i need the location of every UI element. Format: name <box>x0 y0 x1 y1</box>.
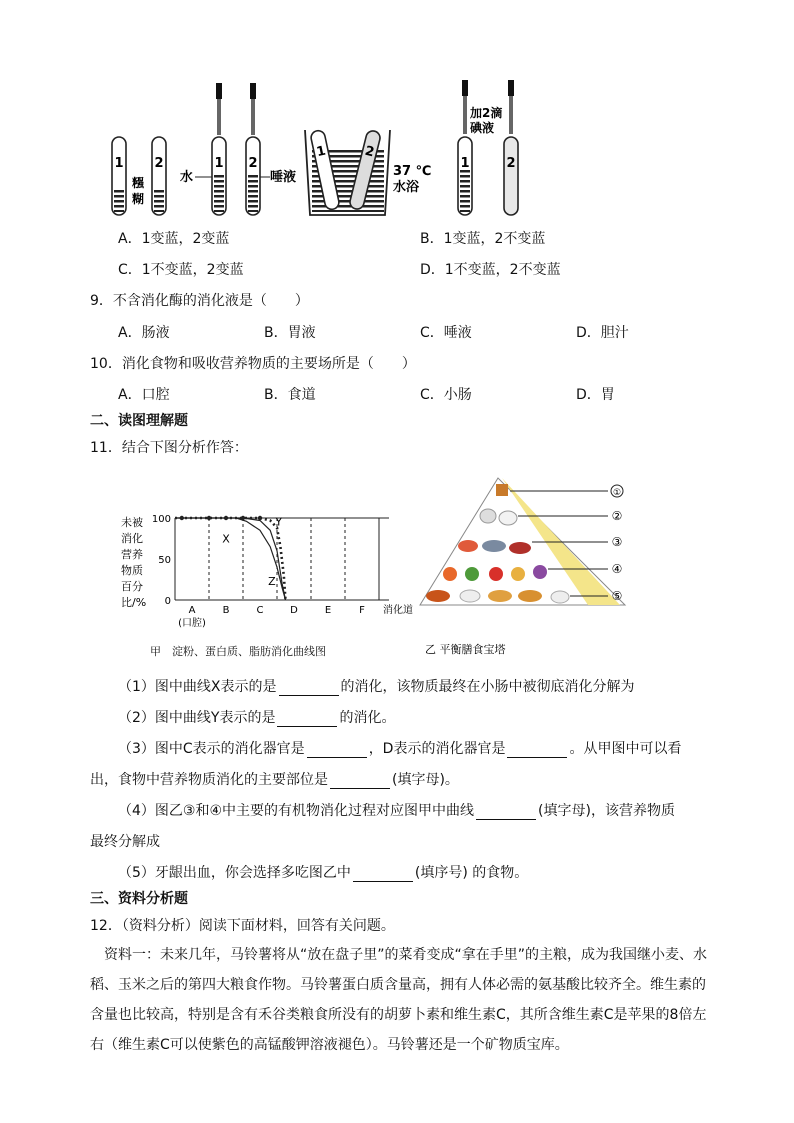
iodine-label-2: 碘液 <box>470 121 495 135</box>
series-point-X <box>224 516 228 520</box>
milk-icon <box>480 509 496 523</box>
bath-temp-label: 37 ℃ <box>393 164 432 179</box>
q11-line-2: （2）图中曲线Y表示的是 的消化。 <box>118 710 396 726</box>
y-axis-label-line: 消化 <box>121 532 143 545</box>
carrot-icon <box>443 567 457 581</box>
pyramid-caption: 乙 平衡膳食宝塔 <box>425 643 506 656</box>
q11-line-3-cont: 出，食物中营养物质消化的主要部位是 (填字母)。 <box>90 772 459 788</box>
vegetable-icon <box>465 567 479 581</box>
pyramid-level-3: ③ <box>611 535 623 549</box>
x-category-C: C <box>256 605 264 616</box>
series-label-Z: Z <box>268 575 276 589</box>
q8-option-a: A．1变蓝，2变蓝 <box>118 231 230 247</box>
fruit-icon <box>511 567 525 581</box>
series-label-Y: Y <box>275 515 283 529</box>
section3-heading: 三、资料分析题 <box>90 891 188 907</box>
bread-icon <box>488 590 512 602</box>
q9-option-a: A．肠液 <box>118 325 170 341</box>
digestion-curve-chart <box>115 500 415 660</box>
pyramid-level-4: ② <box>611 509 623 523</box>
tube-pair-iodine <box>458 80 518 215</box>
material-1-paragraph: 资料一：未来几年，马铃薯将从“放在盘子里”的菜肴变成“拿在手里”的主粮，成为我国继小麦、水稻、玉米之后的第四大粮食作物。马铃薯蛋白质含量高，拥有人体必需的氨基酸比较齐全。维生素的含量也比较高，特别是含有禾谷类粮食所没有的胡萝卜素和维生素C，其所含维生素C是苹果的8倍左右（维生素C可以使紫色的高锰酸钾溶液褪色）。马铃薯还是一个矿物质宝库。 <box>90 947 708 1053</box>
x-axis-label: 消化道 <box>383 605 413 616</box>
q11-stem: 11．结合下图分析作答： <box>90 440 248 456</box>
y-tick-label: 0 <box>164 596 171 607</box>
x-category-B: B <box>222 605 230 616</box>
blank-q11-1[interactable] <box>279 681 339 696</box>
x-category-sub: (口腔) <box>178 618 206 629</box>
meat-icon <box>458 540 478 552</box>
blank-q11-2[interactable] <box>277 712 337 727</box>
section2-heading: 二、读图理解题 <box>90 413 188 429</box>
tube-1-label: 1 <box>114 156 124 171</box>
oil-icon <box>496 484 508 496</box>
q10-option-d: D．胃 <box>576 387 615 403</box>
svg-text:2: 2 <box>506 156 516 171</box>
iodine-label-1: 加2滴 <box>470 106 503 120</box>
x-category-A: A <box>188 605 196 616</box>
tube-2-label: 2 <box>154 156 164 171</box>
pyramid-level-1: ⑤ <box>611 589 623 603</box>
experiment-figure <box>100 75 540 220</box>
food-pyramid <box>410 470 640 660</box>
q11-line-3: （3）图中C表示的消化器官是 ，D表示的消化器官是 。从甲图中可以看 <box>118 741 682 757</box>
paste-label-2: 糊 <box>131 192 145 206</box>
series-point-X <box>180 516 184 520</box>
bath-label: 水浴 <box>393 180 420 195</box>
q9-option-c: C．唾液 <box>420 325 472 341</box>
q8-option-d: D．1不变蓝，2不变蓝 <box>420 262 561 278</box>
grape-icon <box>533 565 547 579</box>
series-point-X <box>207 516 211 520</box>
q11-line-4: （4）图乙③和④中主要的有机物消化过程对应图甲中曲线 (填字母)，该营养物质 <box>118 803 675 819</box>
y-tick-label: 100 <box>151 514 171 525</box>
water-label: 水 <box>180 170 194 185</box>
blank-q11-5[interactable] <box>353 867 413 882</box>
tube-pair-drops <box>180 83 296 215</box>
svg-text:2: 2 <box>363 143 376 161</box>
y-axis-label-line: 未被 <box>121 516 143 529</box>
q8-option-b: B．1变蓝，2不变蓝 <box>420 231 546 247</box>
q12-stem: 12．（资料分析）阅读下面材料，回答有关问题。 <box>90 918 395 934</box>
svg-text:1: 1 <box>315 143 328 161</box>
q11-line-1: （1）图中曲线X表示的是 的消化，该物质最终在小肠中被彻底消化分解为 <box>118 679 635 695</box>
y-tick-label: 50 <box>158 555 171 566</box>
pyramid-level-5: ① <box>612 488 622 498</box>
q11-line-5: （5）牙龈出血，你会选择多吃图乙中 (填序号) 的食物。 <box>118 865 529 881</box>
rice-icon <box>460 590 480 602</box>
blank-q11-3a[interactable] <box>307 743 367 758</box>
q10-option-c: C．小肠 <box>420 387 472 403</box>
paste-label-1: 糨 <box>131 176 145 190</box>
fish-icon <box>482 540 506 552</box>
q10-option-b: B．食道 <box>264 387 316 403</box>
x-category-E: E <box>324 605 332 616</box>
x-category-D: D <box>290 605 298 616</box>
q10-option-a: A．口腔 <box>118 387 170 403</box>
water-bath-beaker <box>305 129 431 215</box>
blank-q11-4a[interactable] <box>476 805 536 820</box>
blank-q11-3c[interactable] <box>330 774 390 789</box>
pyramid-level-2: ④ <box>611 562 623 576</box>
q8-option-c: C．1不变蓝，2变蓝 <box>118 262 244 278</box>
svg-text:1: 1 <box>460 156 470 171</box>
tube-2-label-b: 2 <box>248 156 258 171</box>
series-label-X: X <box>222 532 230 546</box>
tube-1-label-b: 1 <box>214 156 224 171</box>
blank-q11-3b[interactable] <box>507 743 567 758</box>
tomato-icon <box>489 567 503 581</box>
saliva-label: 唾液 <box>270 170 297 185</box>
series-point-X <box>258 516 262 520</box>
q11-line-4-cont: 最终分解成 <box>90 834 160 850</box>
q10-stem: 10．消化食物和吸收营养物质的主要场所是（ ） <box>90 356 416 372</box>
y-axis-label-line: 营养 <box>121 548 143 561</box>
x-category-F: F <box>359 605 365 616</box>
q9-option-b: B．胃液 <box>264 325 316 341</box>
q9-option-d: D．胆汁 <box>576 325 629 341</box>
q9-stem: 9．不含消化酶的消化液是（ ） <box>90 293 309 309</box>
tube-pair-paste <box>112 137 166 215</box>
y-axis-label-line: 百分 <box>121 580 143 593</box>
chart-caption: 甲 淀粉、蛋白质、脂肪消化曲线图 <box>150 645 326 658</box>
y-axis-label-line: 比/% <box>121 596 147 609</box>
sweet-potato-icon <box>426 590 450 602</box>
series-point-X <box>241 516 245 520</box>
y-axis-label-line: 物质 <box>121 564 143 577</box>
